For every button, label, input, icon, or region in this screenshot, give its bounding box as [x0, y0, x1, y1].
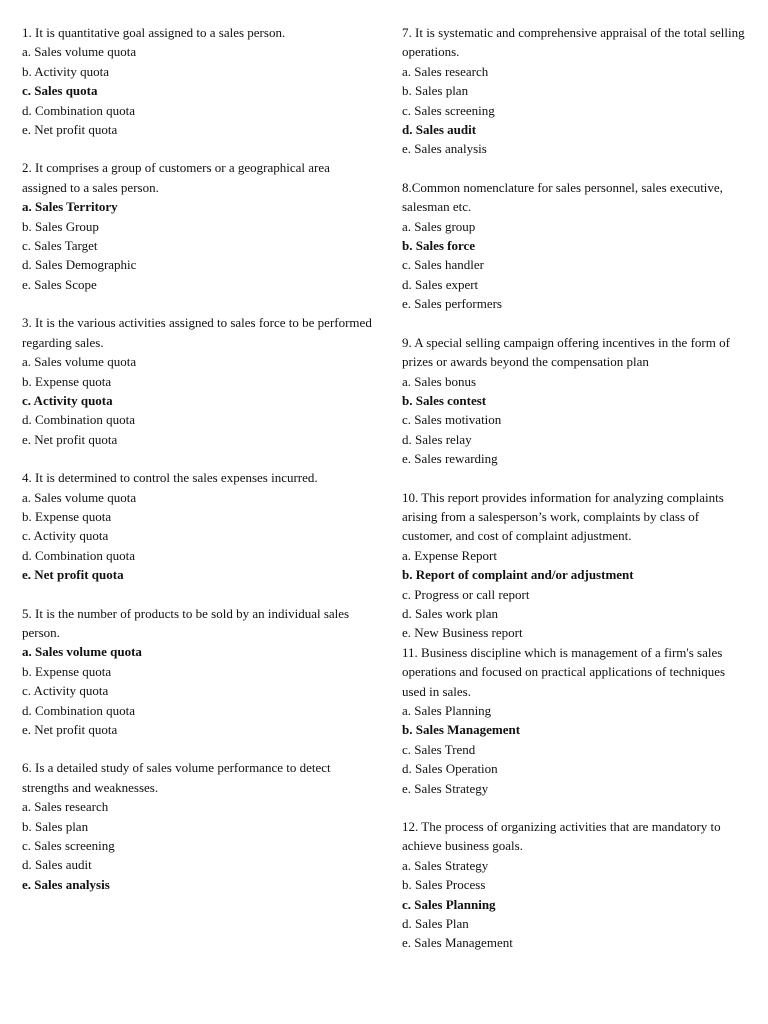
choice-option: a. Expense Report	[402, 547, 497, 563]
choice-option: c. Sales handler	[402, 257, 484, 273]
question-text: 9. A special selling campaign offering incentives in the form of prizes or awards beyond the compensation plan	[402, 334, 730, 370]
question-text: 11. Business discipline which is management of a firm's sales operations and focused on practical applications of techniques used in sales.	[402, 644, 726, 699]
answer-option: c. Sales Planning	[402, 896, 496, 912]
question-text: 1. It is quantitative goal assigned to a sales person.	[22, 25, 286, 40]
choice-option: b. Expense quota	[22, 373, 112, 389]
choice-option: e. Net profit quota	[22, 722, 118, 737]
answer-option: b. Report of complaint and/or adjustment	[402, 567, 634, 583]
question-block	[22, 604, 374, 740]
choice-option: a. Sales research	[402, 63, 489, 79]
left-question-column	[22, 23, 374, 894]
answer-option: e. Sales analysis	[22, 876, 110, 892]
choice-option: e. Sales Strategy	[402, 780, 489, 796]
question-block	[402, 23, 746, 159]
choice-option: c. Activity quota	[22, 528, 109, 544]
answer-option: b. Sales Management	[402, 722, 521, 738]
choice-option: a. Sales bonus	[402, 373, 477, 389]
question-text: 6. Is a detailed study of sales volume performance to detect strengths and weaknesses.	[22, 760, 331, 795]
question-block	[402, 817, 746, 953]
question-block	[402, 643, 746, 798]
choice-option: d. Combination quota	[22, 412, 136, 428]
choice-option: d. Sales Operation	[402, 761, 498, 777]
question-text: 10. This report provides information for analyzing complaints arising from a salesperson’s work, complaints by class of customer, and cost of complaint adjustment.	[402, 489, 724, 544]
answer-option: b. Sales contest	[402, 392, 487, 408]
answer-option: e. Net profit quota	[22, 567, 124, 583]
choice-option: a. Sales volume quota	[22, 44, 137, 60]
question-text: 8.Common nomenclature for sales personnel, sales executive, salesman etc.	[402, 179, 723, 215]
choice-option: e. Sales analysis	[402, 141, 487, 157]
choice-option: c. Activity quota	[22, 683, 109, 699]
question-text: 5. It is the number of products to be sold by an individual sales person.	[22, 605, 350, 640]
question-block	[22, 158, 374, 294]
choice-option: d. Combination quota	[22, 702, 136, 718]
choice-option: d. Combination quota	[22, 547, 136, 563]
question-block	[402, 178, 746, 314]
choice-option: e. Sales Management	[402, 935, 513, 951]
choice-option: b. Expense quota	[22, 508, 112, 524]
choice-option: a. Sales group	[402, 218, 476, 234]
choice-option: a. Sales volume quota	[22, 489, 137, 505]
choice-option: e. Sales performers	[402, 296, 502, 312]
answer-option: a. Sales volume quota	[22, 644, 142, 660]
choice-option: e. Net profit quota	[22, 122, 118, 138]
choice-option: a. Sales Strategy	[402, 857, 489, 873]
right-question-column	[402, 23, 746, 953]
choice-option: e. New Business report	[402, 625, 523, 641]
choice-option: e. Sales Scope	[22, 276, 97, 292]
choice-option: d. Sales audit	[22, 857, 92, 873]
question-block	[22, 313, 374, 449]
choice-option: c. Sales motivation	[402, 412, 502, 428]
choice-option: b. Activity quota	[22, 63, 110, 79]
question-text: 7. It is systematic and comprehensive appraisal of the total selling operations.	[402, 25, 745, 60]
answer-option: d. Sales audit	[402, 122, 477, 138]
choice-option: b. Sales plan	[22, 818, 89, 834]
choice-option: d. Sales work plan	[402, 605, 499, 621]
question-text: 12. The process of organizing activities that are mandatory to achieve business goals.	[402, 819, 721, 854]
choice-option: a. Sales research	[22, 799, 109, 815]
choice-option: e. Sales rewarding	[402, 451, 498, 467]
choice-option: a. Sales volume quota	[22, 354, 137, 370]
question-block	[22, 758, 374, 894]
choice-option: c. Sales Trend	[402, 741, 476, 757]
choice-option: b. Sales plan	[402, 83, 469, 99]
choice-option: a. Sales Planning	[402, 703, 492, 718]
answer-option: c. Sales quota	[22, 83, 98, 99]
choice-option: d. Sales Demographic	[22, 257, 137, 273]
choice-option: c. Progress or call report	[402, 586, 530, 602]
choice-option: c. Sales screening	[22, 838, 115, 854]
choice-option: c. Sales screening	[402, 102, 495, 118]
choice-option: e. Net profit quota	[22, 431, 118, 447]
question-text: 2. It comprises a group of customers or a geographical area assigned to a sales person.	[22, 160, 330, 195]
choice-option: d. Sales relay	[402, 431, 472, 447]
question-block	[402, 333, 746, 469]
choice-option: d. Sales expert	[402, 276, 479, 292]
choice-option: b. Sales Group	[22, 218, 99, 234]
answer-option: c. Activity quota	[22, 392, 113, 408]
choice-option: b. Expense quota	[22, 663, 112, 679]
answer-option: b. Sales force	[402, 238, 476, 254]
question-block	[402, 488, 746, 643]
question-block	[22, 23, 374, 139]
question-block	[22, 468, 374, 584]
choice-option: d. Sales Plan	[402, 916, 469, 932]
choice-option: d. Combination quota	[22, 102, 136, 118]
question-text: 4. It is determined to control the sales expenses incurred.	[22, 470, 318, 486]
question-text: 3. It is the various activities assigned to sales force to be performed regarding sales.	[22, 315, 372, 350]
choice-option: c. Sales Target	[22, 238, 98, 254]
choice-option: b. Sales Process	[402, 877, 486, 893]
answer-option: a. Sales Territory	[22, 199, 118, 215]
